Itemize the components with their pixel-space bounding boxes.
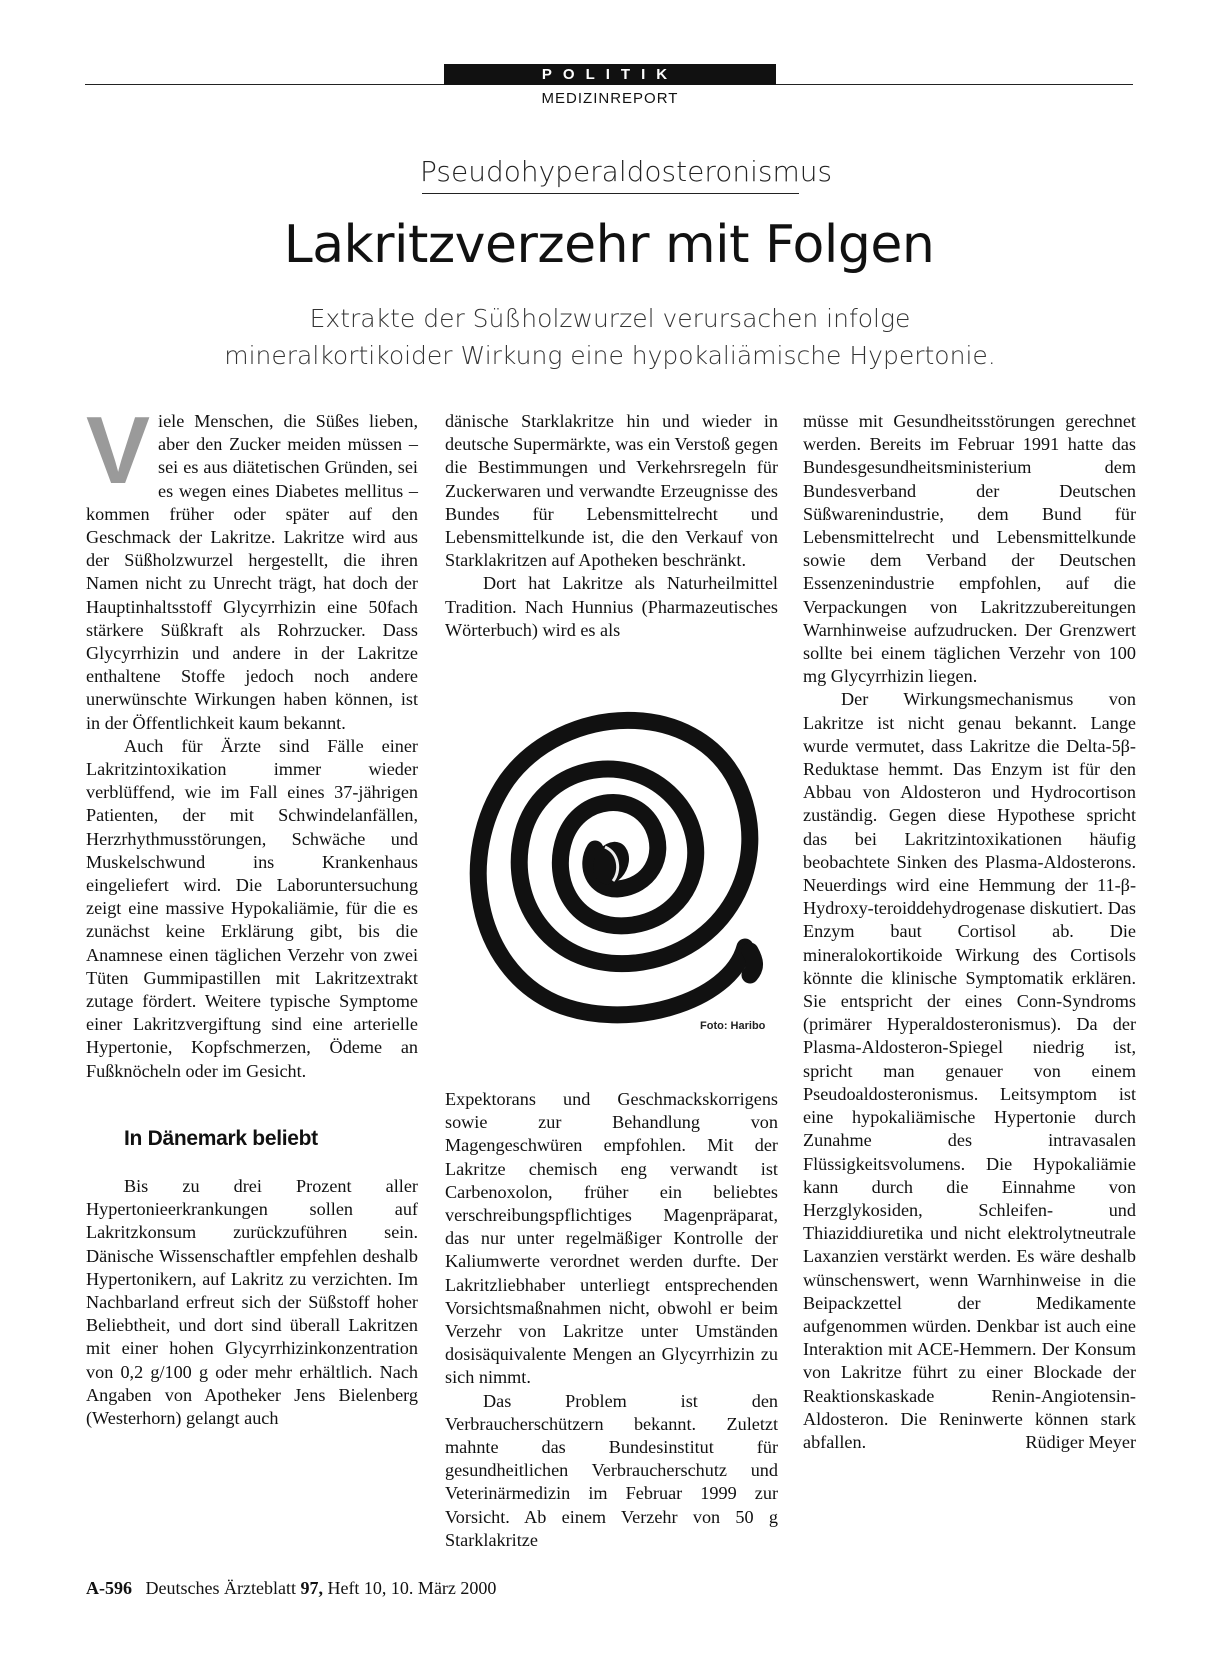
- lead-line-1: Extrakte der Süßholzwurzel verursachen infolge: [309, 304, 911, 333]
- licorice-photo: [445, 685, 778, 1040]
- paragraph-7: Das Problem ist den Verbraucherschützern bekannt. Zuletzt mahnte das Bundesinstitut für gesundheitlichen Verbraucherschutz und Veterinärmedizin im Februar 1999 zur Vorsicht. Ab einem Verzehr von 50 g Starklakritze: [445, 1390, 778, 1550]
- section-subheading: In Dänemark beliebt: [124, 1126, 318, 1150]
- licorice-spiral-image: [445, 685, 778, 1040]
- column-3: [803, 410, 1136, 1454]
- paragraph-4: dänische Starklakritze hin und wieder in deutsche Supermärkte, was ein Verstoß gegen die Bestimmungen und Verkehrsregeln für Zuckerwaren und verwandte Erzeugnisse des Bundes für Lebensmittelrecht und Lebensmittelkunde ist, die den Verkauf von Starklakritzen auf Apotheken beschränkt.: [445, 411, 779, 571]
- column-1: [86, 397, 418, 1430]
- column-2-top: [445, 410, 778, 642]
- article-lead: [140, 300, 1080, 374]
- author-signature: Rüdiger Meyer: [1025, 1431, 1136, 1452]
- paragraph-8: müsse mit Gesundheitsstörungen gerechnet werden. Bereits im Februar 1991 hatte das Bundesgesundheitsministerium dem Bundesverband der Deutschen Süßwarenindustrie, dem Bund für Lebensmittelrecht und Lebensmittelkunde sowie dem Verband der Deutschen Essenzenindustrie empfohlen, auf die Verpackungen von Lakritzzubereitungen Warnhinweise aufzudrucken. Der Grenzwert sollte bei einem täglichen Verzehr von 100 mg Glycyrrhizin liegen.: [803, 411, 1136, 687]
- photo-credit: Foto: Haribo: [700, 1020, 766, 1032]
- column-2-bottom: [445, 1088, 778, 1552]
- section-label: POLITIK: [444, 64, 776, 85]
- journal-issue: Heft 10, 10. März 2000: [327, 1578, 497, 1598]
- paragraph-5: Dort hat Lakritze als Naturheilmittel Tradition. Nach Hunnius (Pharmazeutisches Wörterbuch) wird es als: [445, 573, 778, 640]
- subsection-label: MEDIZINREPORT: [541, 90, 679, 107]
- article-kicker: Pseudohyperaldosteronismus: [420, 155, 833, 188]
- paragraph-3: Bis zu drei Prozent aller Hypertonieerkrankungen sollen auf Lakritzkonsum zurückzuführen sein. Dänische Wissenschaftler empfehlen deshalb Hypertonikern, auf Lakritz zu verzichten. Im Nachbarland erfreut sich der Süßstoff hoher Beliebtheit, und dort sind überall Lakritzen mit einer hohen Glycyrrhizinkonzentration von 0,2 g/100 g oder mehr erhältlich. Nach Angaben von Apotheker Jens Bielenberg (Westerhorn) gelangt auch: [86, 1175, 418, 1428]
- drop-cap: V: [86, 397, 151, 504]
- journal-name: Deutsches Ärzteblatt: [145, 1578, 296, 1598]
- paragraph-9: Der Wirkungsmechanismus von Lakritze ist nicht genau bekannt. Lange wurde vermutet, dass Lakritze die Delta-5β-Reduktase hemmt. Das Enzym ist für den Abbau von Aldosteron und Hydrocortison zuständig. Gegen diese Hypothese spricht das bei Lakritzintoxikationen häufig beobachtete Sinken des Plasma-Aldosterons. Neuerdings wird eine Hemmung der 11-β-Hydroxy-teroiddehydrogenase diskutiert. Das Enzym baut Cortisol ab. Die mineralokortikoide Wirkung des Cortisols könnte die klinische Symptomatik erklären. Sie entspricht der eines Conn-Syndroms (primärer Hyperaldosteronismus). Da der Plasma-Aldosteron-Spiegel niedrig ist, spricht man genauer von einem Pseudoaldosteronismus. Leitsymptom ist eine hypokaliämische Hypertonie durch Zunahme des intravasalen Flüssigkeitsvolumens. Die Hypokaliämie kann durch die Einnahme von Herzglykosiden, Schleifen- und Thiaziddiuretika und nicht elektrolytneutrale Laxanzien verstärkt werden. Es wäre deshalb wünschenswert, wenn Warnhinweise in die Beipackzettel der Medikamente aufgenommen würden. Denkbar ist auch eine Interaktion mit ACE-Hemmern. Der Konsum von Lakritze führt zu einer Blockade der Reaktionskaskade Renin-Angiotensin-Aldosteron. Die Reninwerte können stark abfallen.: [803, 689, 1136, 1452]
- paragraph-6: Expektorans und Geschmackskorrigens sowie zur Behandlung von Magengeschwüren empfohlen. Mit der Lakritze chemisch eng verwandt ist Carbenoxolon, früher ein beliebtes verschreibungspflichtiges Magenpräparat, das nur unter regelmäßiger Kontrolle der Kaliumwerte verordnet werden durfte. Der Lakritzliebhaber unterliegt entsprechenden Vorsichtsmaßnahmen nicht, obwohl er beim Verzehr von Lakritze unter Umständen dosisäquivalente Mengen an Glycyrrhizin zu sich nimmt.: [445, 1089, 778, 1388]
- lead-line-2: mineralkortikoider Wirkung eine hypokaliämische Hypertonie.: [224, 341, 996, 370]
- page-footer: [86, 1578, 496, 1599]
- paragraph-2: Auch für Ärzte sind Fälle einer Lakritzintoxikation immer wieder verblüffend, wie im Fall eines 37-jährigen Patienten, der mit Schwindelanfällen, Herzrhythmusstörungen, Schwäche und Muskelschwund ins Krankenhaus eingeliefert wird. Die Laboruntersuchung zeigt eine massive Hypokaliämie, für die es zunächst keine Erklärung gibt, bis die Anamnese einen täglichen Verzehr von zwei Tüten Gummipastillen mit Lakritzextrakt zutage fördert. Weitere typische Symptome einer Lakritzvergiftung sind eine arterielle Hypertonie, Kopfschmerzen, Ödeme an Fußknöcheln oder im Gesicht.: [86, 735, 418, 1081]
- journal-volume: 97,: [300, 1578, 323, 1598]
- paragraph-1: iele Menschen, die Süßes lieben, aber den Zucker meiden müssen – sei es aus diätetischen Gründen, sei es wegen eines Diabetes mellitus – kommen früher oder später auf den Geschmack der Lakritze. Lakritze wird aus der Süßholzwurzel hergestellt, die ihren Namen nicht zu Unrecht trägt, hat doch der Hauptinhaltsstoff Glycyrrhizin eine 50fach stärkere Süßkraft als Rohrzucker. Dass Glycyrrhizin und andere in der Lakritze enthaltene Stoffe jedoch noch andere unerwünschte Wirkungen haben können, ist in der Öffentlichkeit kaum bekannt.: [86, 411, 418, 733]
- kicker-underline: [422, 193, 799, 194]
- article-title: Lakritzverzehr mit Folgen: [283, 215, 935, 275]
- page-number: A-596: [86, 1578, 132, 1598]
